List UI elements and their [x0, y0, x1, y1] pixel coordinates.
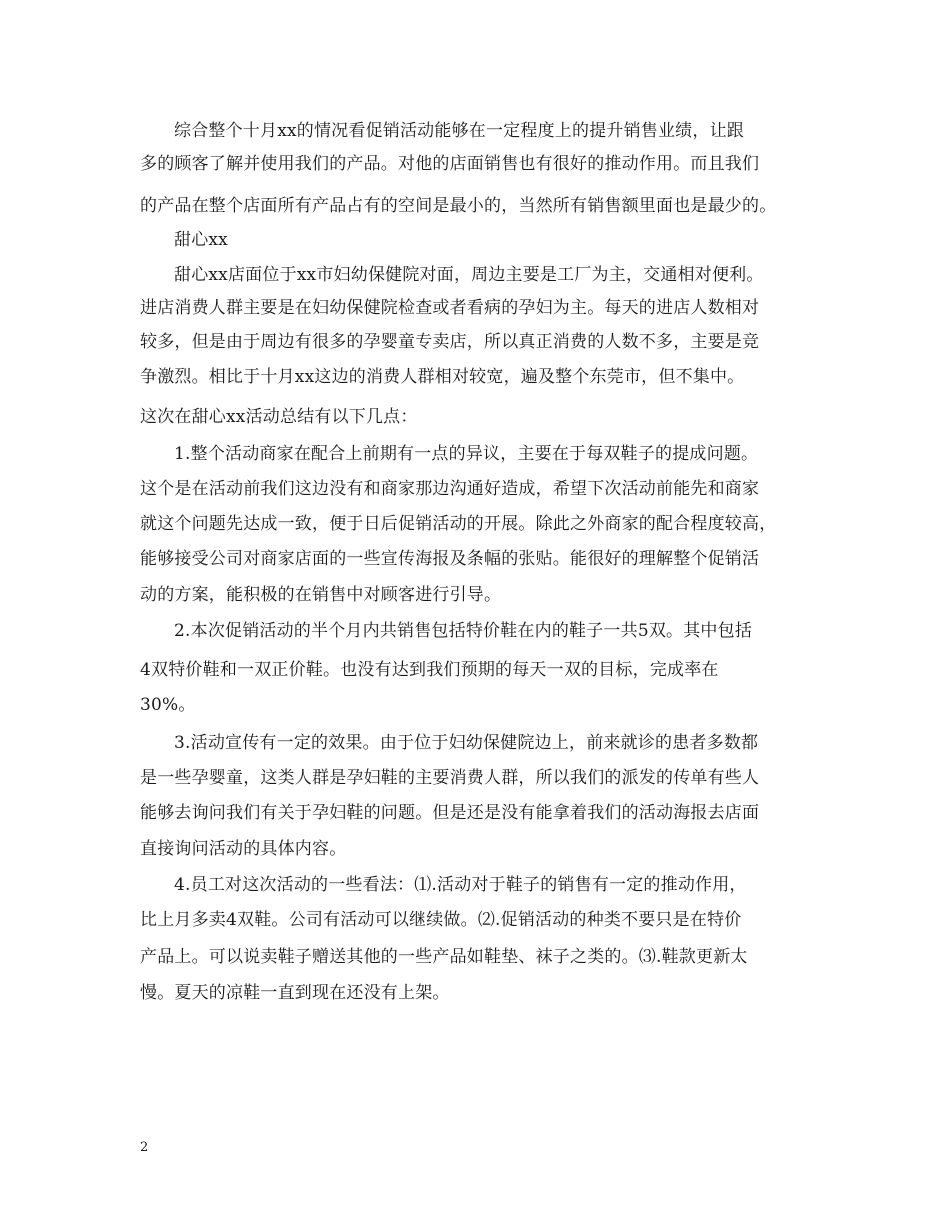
paragraph-line: 综合整个十月xx的情况看促销活动能够在一定程度上的提升销售业绩，让跟	[174, 121, 744, 141]
page-number: 2	[140, 1140, 149, 1155]
list-item-1-line: 这个是在活动前我们这边没有和商家那边沟通好造成，希望下次活动前能先和商家	[140, 479, 760, 499]
list-item-2-line: 4双特价鞋和一双正价鞋。也没有达到我们预期的每天一双的目标，完成率在	[140, 660, 719, 680]
list-item-1-line: 1.整个活动商家在配合上前期有一点的异议，主要在于每双鞋子的提成问题。	[174, 444, 759, 464]
section-heading: 甜心xx	[174, 230, 228, 250]
list-item-2-line: 30%。	[140, 695, 196, 715]
list-item-1-line: 就这个问题先达成一致，便于日后促销活动的开展。除此之外商家的配合程度较高，	[140, 514, 777, 534]
list-item-4-line: 4.员工对这次活动的一些看法：⑴.活动对于鞋子的销售有一定的推动作用，	[174, 875, 747, 895]
paragraph-line: 争激烈。相比于十月xx这边的消费人群相对较宽，遍及整个东莞市，但不集中。	[140, 367, 745, 387]
list-item-1-line: 动的方案，能积极的在销售中对顾客进行引导。	[140, 585, 502, 605]
list-item-3-line: 是一些孕婴童，这类人群是孕妇鞋的主要消费人群，所以我们的派发的传单有些人	[140, 768, 760, 788]
paragraph-line: 多的顾客了解并使用我们的产品。对他的店面销售也有很好的推动作用。而且我们	[140, 154, 760, 174]
paragraph-line: 较多，但是由于周边有很多的孕婴童专卖店，所以真正消费的人数不多，主要是竞	[140, 332, 760, 352]
list-item-1-line: 能够接受公司对商家店面的一些宣传海报及条幅的张贴。能很好的理解整个促销活	[140, 549, 760, 569]
list-item-3-line: 直接询问活动的具体内容。	[140, 839, 347, 859]
paragraph-line: 甜心xx店面位于xx市妇幼保健院对面，周边主要是工厂为主，交通相对便利。	[174, 265, 764, 285]
list-item-3-line: 3.活动宣传有一定的效果。由于位于妇幼保健院边上，前来就诊的患者多数都	[174, 733, 759, 753]
list-item-4-line: 比上月多卖4双鞋。公司有活动可以继续做。⑵.促销活动的种类不要只是在特价	[140, 910, 742, 930]
paragraph-line: 的产品在整个店面所有产品占有的空间是最小的，当然所有销售额里面也是最少的。	[140, 196, 777, 216]
paragraph-line: 进店消费人群主要是在妇幼保健院检查或者看病的孕妇为主。每天的进店人数相对	[140, 298, 760, 318]
list-item-2-line: 2.本次促销活动的半个月内共销售包括特价鞋在内的鞋子一共5双。其中包括	[174, 621, 753, 641]
list-item-4-line: 产品上。可以说卖鞋子赠送其他的一些产品如鞋垫、袜子之类的。⑶.鞋款更新太	[140, 947, 748, 967]
list-item-4-line: 慢。夏天的凉鞋一直到现在还没有上架。	[140, 983, 450, 1003]
paragraph-line: 这次在甜心xx活动总结有以下几点：	[140, 407, 418, 427]
list-item-3-line: 能够去询问我们有关于孕妇鞋的问题。但是还是没有能拿着我们的活动海报去店面	[140, 803, 760, 823]
